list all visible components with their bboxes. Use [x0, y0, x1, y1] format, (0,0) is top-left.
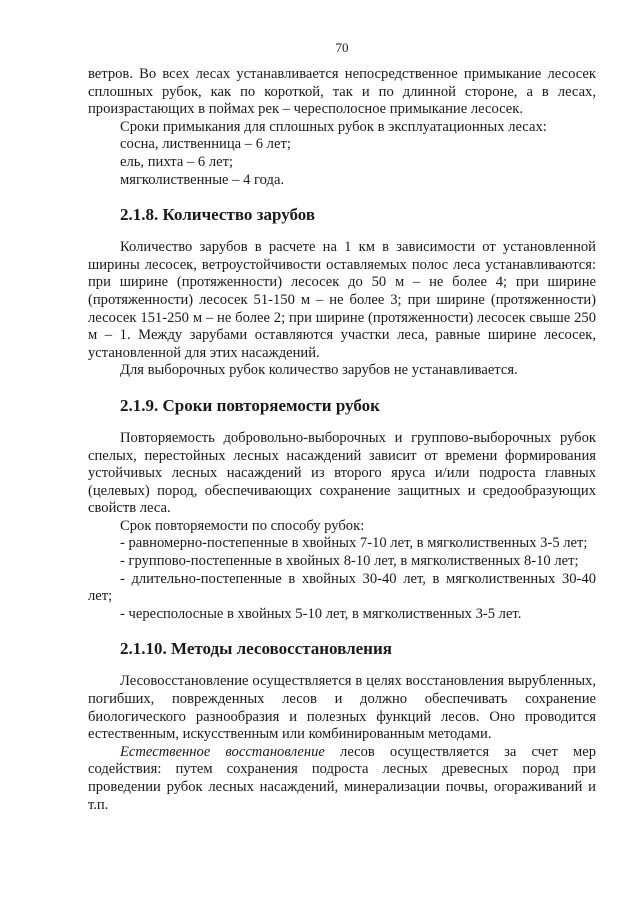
- section-heading: 2.1.8. Количество зарубов: [120, 205, 316, 225]
- paragraph: [88, 744, 596, 814]
- list-item: мягколиственные – 4 года.: [120, 171, 285, 188]
- paragraph-text: лесов осуществляется за счет мер содействия: путем сохранения подроста лесных древесных пород при проведении рубок лесных насаждений, минерализации почвы, огораживаний и т.п.: [88, 743, 596, 813]
- list-item: - длительно-постепенные в хвойных 30-40 лет, в мягколиственных 30-40 лет;: [88, 570, 596, 605]
- section-heading: 2.1.10. Методы лесовосстановления: [120, 639, 392, 659]
- list-item: сосна, лиственница – 6 лет;: [120, 136, 291, 153]
- paragraph: Лесовосстановление осуществляется в целях восстановления вырубленных, погибших, поврежденных лесов и должно обеспечивать сохранение биологического разнообразия и полезных функций лесов. Оно проводится естественным, искусственным или комбинированным методами.: [88, 673, 596, 743]
- page-number: 70: [335, 40, 349, 55]
- list-item: - равномерно-постепенные в хвойных 7-10 лет, в мягколиственных 3-5 лет;: [120, 535, 588, 552]
- list-item: - чересполосные в хвойных 5-10 лет, в мягколиственных 3-5 лет.: [120, 605, 522, 622]
- paragraph: Для выборочных рубок количество зарубов не устанавливается.: [120, 362, 518, 379]
- paragraph: ветров. Во всех лесах устанавливается непосредственное примыкание лесосек сплошных рубок, как по короткой, так и по длинной стороне, а в лесах, произрастающих в поймах рек – чересполосное примыкание лесосек.: [88, 66, 596, 118]
- paragraph: Срок повторяемости по способу рубок:: [120, 517, 365, 534]
- paragraph: Повторяемость добровольно-выборочных и группово-выборочных рубок спелых, перестойных лесных насаждений зависит от времени формирования устойчивых лесных насаждений из второго яруса и/или подроста главных (целевых) пород, обеспечивающих сохранение защитных и средообразующих свойств леса.: [88, 429, 596, 517]
- list-item: ель, пихта – 6 лет;: [120, 153, 234, 170]
- list-item: - группово-постепенные в хвойных 8-10 лет, в мягколиственных 8-10 лет;: [120, 553, 579, 570]
- paragraph: Количество зарубов в расчете на 1 км в зависимости от установленной ширины лесосек, ветроустойчивости оставляемых полос леса устанавливаются: при ширине (протяженности) лесосек до 50 м – не более 4; при ширине (протяженности) лесосек 51-150 м – не более 3; при ширине (протяженности) лесосек 151-250 м – не более 2; при ширине (протяженности) лесосек свыше 250 м – 1. Между зарубами оставляются участки леса, равные ширине лесосек, установленной для этих насаждений.: [88, 239, 596, 361]
- italic-term: Естественное восстановление: [120, 743, 325, 760]
- document-body: [88, 66, 596, 814]
- section-heading: 2.1.9. Сроки повторяемости рубок: [120, 395, 380, 415]
- paragraph: Сроки примыкания для сплошных рубок в эксплуатационных лесах:: [120, 118, 547, 135]
